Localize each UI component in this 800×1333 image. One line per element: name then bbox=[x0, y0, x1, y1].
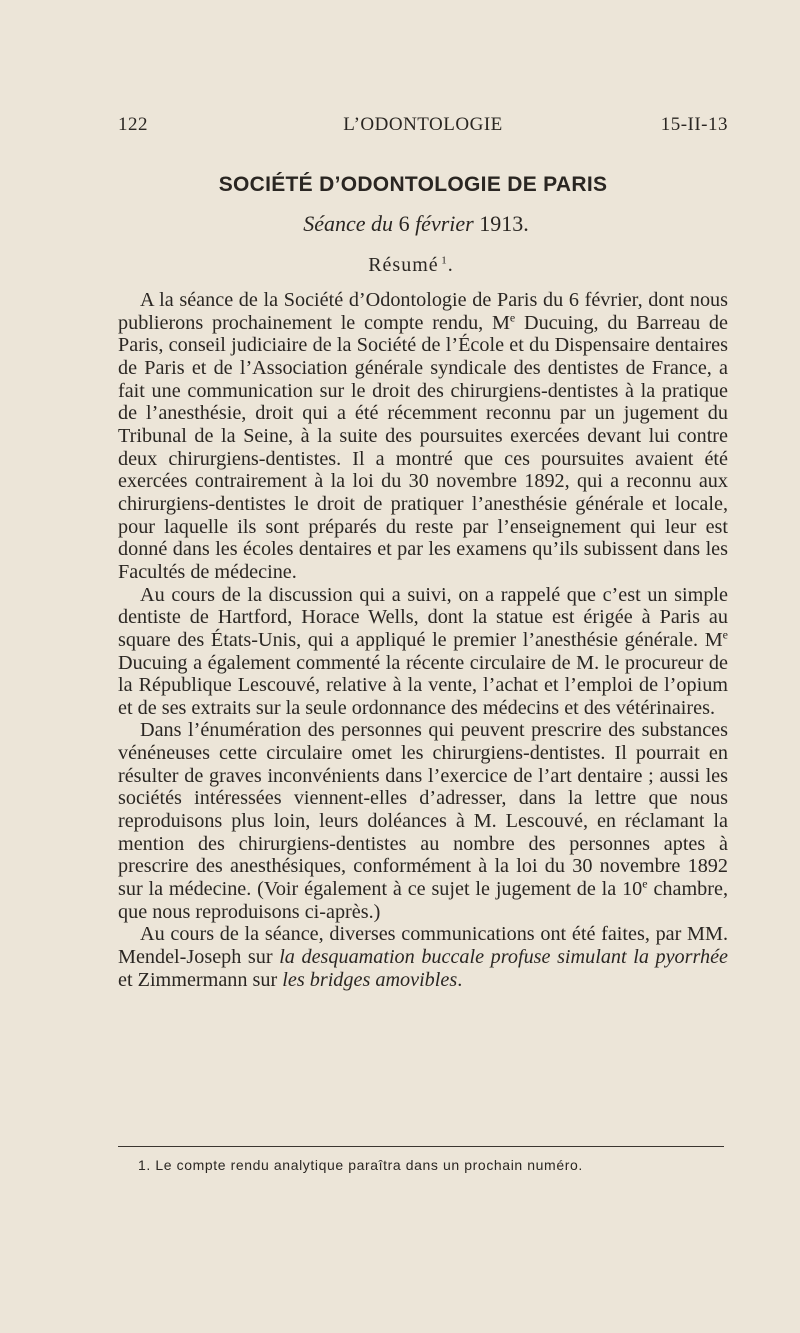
footnote: 1. Le compte rendu analytique paraîtra dans un prochain numéro. bbox=[138, 1157, 583, 1173]
paper-title-1: la desquamation buccale profuse simulant la pyorrhée bbox=[279, 946, 729, 969]
session-prefix: Séance du bbox=[303, 211, 394, 236]
page-number: 122 bbox=[118, 114, 148, 135]
journal-title: L’ODONTOLOGIE bbox=[343, 114, 503, 135]
paragraph-4-text-c: . bbox=[457, 968, 463, 991]
running-header bbox=[118, 114, 728, 142]
paragraph-3-text-a: Dans l’énumération des personnes qui peuvent prescrire des substances vénéneuses cette circulaire omet les chirurgiens-dentistes. Il pourrait en résulter de graves inconvénients dans l’exercice de l’art dentaire ; aussi les sociétés intéressées viennent-elles d’adresser, dans la lettre que nous reproduisons plus loin, leurs doléances à M. Lescouvé, en réclamant la mention des chirurgiens-dentistes au nombre des personnes aptes à prescrire des anesthésiques, conformément à la loi du 30 novembre 1892 sur la médecine. (Voir également à ce sujet le jugement de la 10 bbox=[118, 719, 728, 901]
resume-label: Résumé bbox=[368, 254, 439, 276]
resume-period: . bbox=[447, 254, 454, 276]
section-heading bbox=[0, 254, 800, 277]
paragraph-1-text-a: A la séance de la Société d’Odontologie de Paris du 6 février, dont nous publierons prochainement le compte rendu, M bbox=[118, 289, 728, 334]
paragraph-2-text-b: Ducuing a également commenté la récente circulaire de M. le procureur de la République Lescouvé, relative à la vente, l’achat et l’emploi de l’opium et de ses extraits sur la seule ordonnance des médecins et des vétérinaires. bbox=[118, 651, 728, 719]
paragraph-2 bbox=[118, 584, 728, 720]
session-month: février bbox=[415, 211, 474, 236]
superscript: e bbox=[509, 309, 516, 324]
article-title: SOCIÉTÉ D’ODONTOLOGIE DE PARIS bbox=[218, 173, 608, 196]
paragraph-1 bbox=[118, 289, 728, 584]
paragraph-2-text-a: Au cours de la discussion qui a suivi, on a rappelé que c’est un simple dentiste de Hartford, Horace Wells, dont la statue est érigée à Paris au square des États-Unis, qui a appliqué le premier l’anesthésie générale. M bbox=[118, 583, 728, 651]
article-body bbox=[118, 289, 728, 991]
issue-date: 15-II-13 bbox=[660, 114, 728, 135]
paragraph-4 bbox=[118, 923, 728, 991]
session-year: 1913. bbox=[479, 211, 529, 236]
paper-title-2: les bridges amovibles bbox=[282, 968, 458, 991]
session-day: 6 bbox=[398, 211, 410, 236]
paragraph-3-text-b: chambre, que nous reproduisons ci-après.) bbox=[118, 878, 728, 923]
session-date bbox=[0, 211, 800, 237]
footnote-ref: 1 bbox=[441, 254, 448, 267]
superscript: e bbox=[642, 876, 648, 891]
paragraph-4-text-b: et Zimmermann sur bbox=[118, 968, 283, 991]
superscript: e bbox=[722, 627, 728, 642]
paragraph-4-text-a: Au cours de la séance, diverses communications ont été faites, par MM. Mendel-Joseph sur bbox=[118, 923, 728, 969]
paragraph-3 bbox=[118, 719, 728, 923]
paragraph-1-text-b: Ducuing, du Barreau de Paris, conseil judiciaire de la Société de l’École et du Dispensaire dentaires de Paris et de l’Association générale syndicale des dentistes de France, a fait une communication sur le droit des chirurgiens-dentistes à la pratique de l’anesthésie, droit qui a été récemment reconnu par un jugement du Tribunal de la Seine, à la suite des poursuites exercées devant lui contre deux chirurgiens-dentistes. Il a montré que ces poursuites avaient été exercées contrairement à la loi du 30 novembre 1892, qui a reconnu aux chirurgiens-dentistes le droit de pratiquer l’anesthésie générale et locale, pour laquelle ils sont préparés du reste par l’enseignement qui leur est donné dans les écoles dentaires et par les examens qu’ils subissent dans les Facultés de médecine. bbox=[118, 311, 728, 583]
footnote-divider bbox=[118, 1146, 724, 1147]
